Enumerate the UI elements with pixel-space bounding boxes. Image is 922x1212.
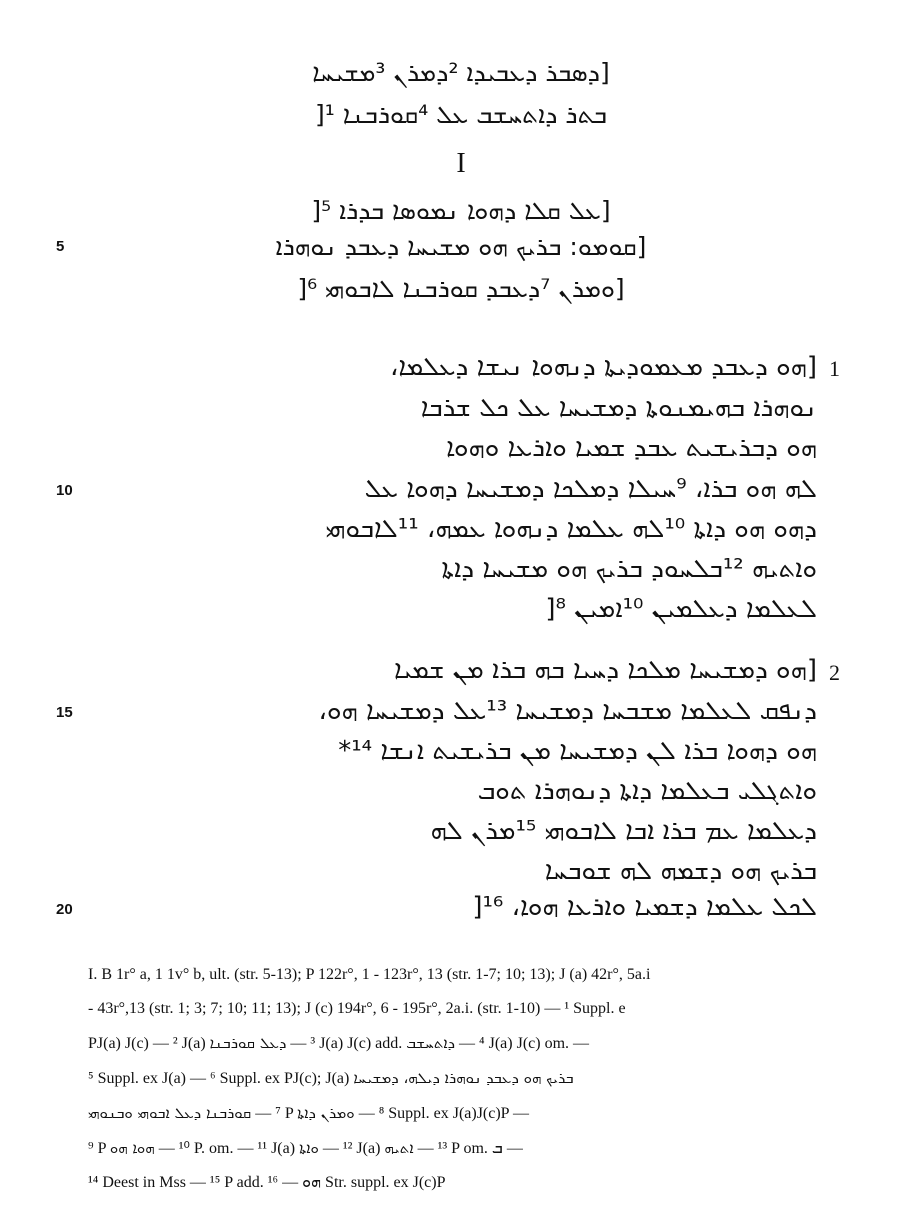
apparatus-line: - 43r°,13 (str. 1; 3; 7; 10; 11; 13); J (c) 194r°, 6 - 195r°, 2a.i. (str. 1-10) — ¹ Suppl. e	[88, 1000, 626, 1017]
line-number: 20	[56, 901, 73, 918]
critical-apparatus	[88, 958, 848, 1200]
stanza1-line: ܘܐܬܝܗ ¹²ܒܠܚܘܕ ܒܪܝܟ ܗܘ ܡܫܝܚܐ ܕܐܬܐ	[441, 554, 817, 584]
stanza2-line: ܕܥܠܡܐ ܥܡ ܒܪܐ ܐܒܐ ܠܐܒܘܗܝ ¹⁵ܡܪܢ ܠܗ	[430, 816, 817, 846]
stanza-number: 2	[829, 660, 840, 685]
apparatus-line: I. B 1r° a, 1 1v° b, ult. (str. 5-13); P 122r°, 1 - 123r°, 13 (str. 1-7; 10; 13); J (a) 42r°, 5a.i	[88, 966, 651, 983]
stanza2-line: ܠܟܠ ܥܠܡܐ ܕܫܡܝܐ ܘܐܪܥܐ ܗܘܐ، ¹⁶[	[472, 892, 817, 922]
stanza-number: 1	[829, 356, 840, 381]
apparatus-line: ⁵ Suppl. ex J(a) — ⁶ Suppl. ex PJ(c); J(a) ܒܪܝܟ ܗܘ ܕܥܒܕ ܢܘܗܪܐ ܕܝܠܗ، ܕܡܫܝܚܐ	[88, 1069, 574, 1087]
line-number: 5	[56, 238, 65, 255]
stanza1-line: ܕܗܘ ܗܘ ܕܐܬܐ ¹⁰ܠܗ ܥܠܡܐ ܕܢܗܘܐ ܥܡܗ، ¹¹ܠܐܒܘܗܝ	[325, 514, 817, 544]
line-number: 10	[56, 482, 73, 499]
header-line-2: ܒܬܪ ܕܐܬܚܫܒ ܥܠ ⁴ܩܘܪܒܢܐ ¹[	[314, 100, 607, 129]
stanza2-line: ܘܐܬܓܠܝ ܒܥܠܡܐ ܕܐܬܐ ܕܢܘܗܪܐ ܬܘܒ	[477, 776, 817, 806]
proem-line-1: [ܥܠ ܩܠܐ ܕܗܘܐ ܢܡܘܣܐ ܒܕܪܐ ⁵[	[311, 196, 611, 225]
stanza1-line: ܠܥܠܡܐ ܕܥܠܡܝܢ ¹⁰ܐܡܝܢ ⁸[	[545, 594, 817, 624]
apparatus-line: ܩܘܪܒܢܐ ܕܥܠ ܐܒܘܗܝ ܘܒܢܘܗܝ — ⁷ P ܘܡܪܢ ܕܐܬܐ — ⁸ Suppl. ex J(a)J(c)P —	[88, 1104, 529, 1122]
section-number: I	[456, 148, 466, 179]
stanza2-line: ܗܘ ܕܗܘܐ ܒܪܐ ܠܢ ܕܡܫܝܚܐ ܡܢ ܒܪܝܫܝܬ ܐܢܫܐ ¹⁴*	[338, 736, 817, 766]
line-number: 15	[56, 704, 73, 721]
stanza1-line: ܠܗ ܗܘ ܒܪܐ، ⁹ܚܝܠܐ ܕܡܠܟܐ ܕܡܫܝܚܐ ܕܗܘܐ ܥܠ	[364, 474, 817, 504]
stanza1-line: ܢܘܗܪܐ ܒܗܝܡܢܘܬܐ ܕܡܫܝܚܐ ܥܠ ܟܠ ܫܪܒܐ	[420, 393, 817, 423]
stanza2-line: ܕܢܦܩ ܠܥܠܡܐ ܡܫܒܚܐ ܕܡܫܝܚܐ ¹³ܥܠ ܕܡܫܝܚܐ ܗܘ،	[318, 696, 817, 726]
stanza2-line: ܒܪܝܟ ܗܘ ܕܫܡܗ ܠܗ ܫܘܒܚܐ	[544, 856, 817, 886]
header-line-1: [ܕܣܒܪ ܕܥܒܝܕܐ ²ܕܡܪܢ ³ܡܫܝܚܐ	[312, 58, 610, 87]
apparatus-line: PJ(a) J(c) — ² J(a) ܕܥܠ ܩܘܪܒܢܐ — ³ J(a) J(c) add. ܕܐܬܚܫܒ — ⁴ J(a) J(c) om. —	[88, 1034, 590, 1052]
stanza1-line: [ܗܘ ܕܥܒܕ ܡܥܡܘܕܝܬܐ ܕܢܗܘܐ ܢܝܫܐ ܕܥܠܡܐ،	[389, 352, 817, 382]
stanza1-line: ܗܘ ܕܒܪܝܫܝܬ ܥܒܕ ܫܡܝܐ ܘܐܪܥܐ ܘܗܘܐ	[446, 433, 817, 463]
stanza2-line: [ܗܘ ܕܡܫܝܚܐ ܡܠܟܐ ܕܚܝܐ ܒܗ ܒܪܐ ܡܢ ܫܡܝܐ	[393, 655, 817, 685]
apparatus-line: ¹⁴ Deest in Mss — ¹⁵ P add. ܗܘ — ¹⁶ Str. suppl. ex J(c)P	[88, 1174, 446, 1191]
proem-line-2: [ܩܘܡܘ: ܒܪܝܟ ܗܘ ܡܫܝܚܐ ܕܥܒܕ ܢܘܗܪܐ	[275, 232, 647, 261]
proem-line-3: [ܘܡܪܢ ⁷ܕܥܒܕ ܩܘܪܒܢܐ ܠܐܒܘܗܝ ⁶[	[297, 274, 625, 303]
apparatus-line: ⁹ P ܗܘܐ ܗܘ — ¹⁰ P. om. — ¹¹ J(a) ܘܐܬܐ — ¹² J(a) ܐܬܝܗ — ¹³ P om. ܒ —	[88, 1139, 523, 1157]
